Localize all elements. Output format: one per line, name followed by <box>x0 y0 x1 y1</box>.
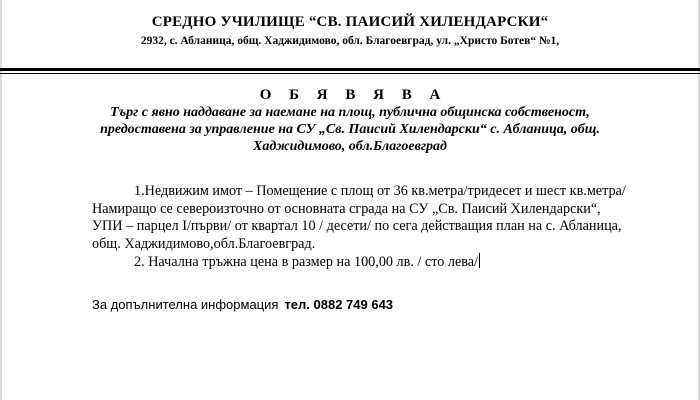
text-cursor <box>479 253 480 268</box>
school-address: 2932, с. Абланица, общ. Хаджидимово, обл. Благоевград, ул. „Христо Ботев“ №1, <box>140 35 560 47</box>
subtitle-line: Хаджидимово, обл.Благоевград <box>253 139 447 154</box>
contact-phone: тел. 0882 749 643 <box>284 297 394 312</box>
page-left-edge <box>0 0 2 400</box>
item-2-line <box>92 253 626 272</box>
item-1-line: 1.Недвижим имот – Помещение с площ от 36 кв.метра/тридесет и шест кв.метра/ <box>134 183 626 199</box>
header-rule-thin <box>0 73 700 74</box>
item-1-line: Намиращо се североизточно от основната сграда на СУ „Св. Паисий Хилендарски“, <box>92 200 601 217</box>
item-1-line: общ. Хаджидимово,обл.Благоевград. <box>92 235 316 252</box>
announcement-subtitle <box>80 104 620 155</box>
item-2-text: 2. Начална тръжна цена в размер на 100,00 лв. / сто лева/ <box>134 254 478 271</box>
header-rule-thick <box>0 68 700 71</box>
subtitle-line: Търг с явно наддаване за наемане на площ, публична общинска собственост, <box>110 105 590 120</box>
announcement-title: О Б Я В Я В А <box>259 87 448 103</box>
contact-label: За допълнителна информация <box>92 297 279 312</box>
contact-info <box>92 297 393 312</box>
announcement-body[interactable] <box>92 183 626 272</box>
school-name: СРЕДНО УЧИЛИЩЕ “СВ. ПАИСИЙ ХИЛЕНДАРСКИ“ <box>151 14 549 30</box>
subtitle-line: предоставена за управление на СУ „Св. Паисий Хилендарски“ с. Абланица, общ. <box>100 122 600 137</box>
item-1-line: УПИ – парцел I/първи/ от квартал 10 / десети/ по сега действащия план на с. Абланица, <box>92 218 622 235</box>
